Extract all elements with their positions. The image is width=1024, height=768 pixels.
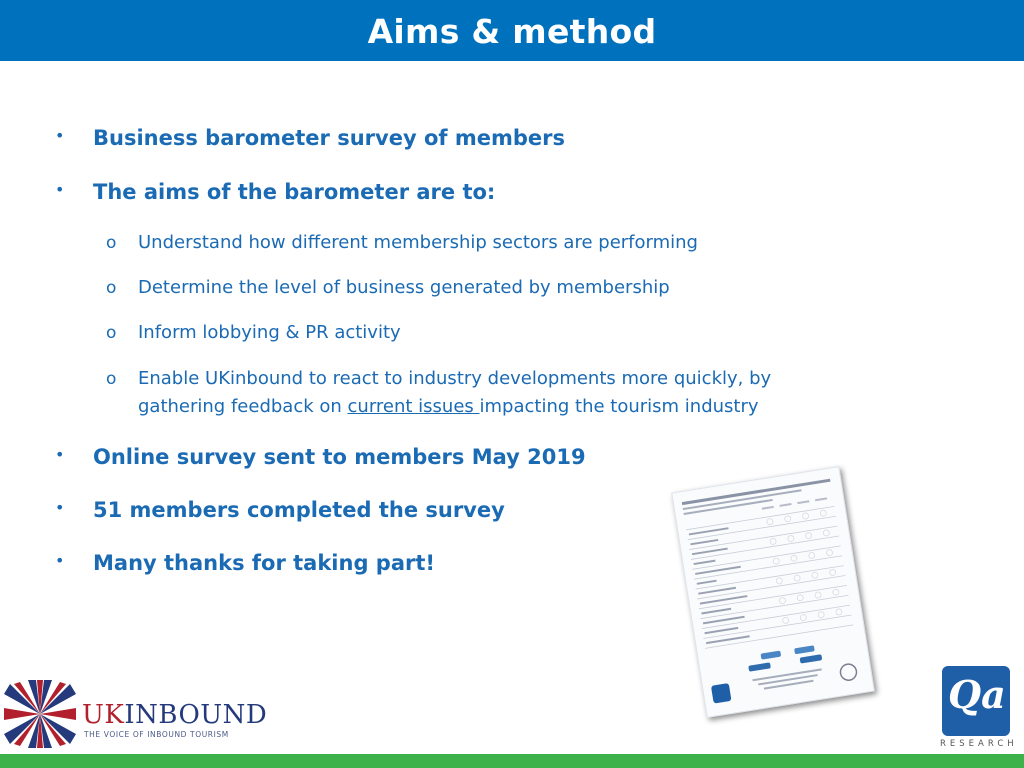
ukinbound-logo [0,678,268,750]
sub-bullet-marker: o [106,278,117,298]
slide-title: Aims & method [367,12,657,51]
bullet-marker: • [55,445,65,464]
bullet-2 [55,180,496,204]
sub-bullet-3 [106,319,401,347]
sub-bullet-4-text-after: impacting the tourism industry [479,396,759,417]
qa-logo-box [942,666,1010,736]
survey-form-image [671,466,875,718]
title-bar [0,0,1024,61]
bullet-1 [55,126,565,150]
union-jack-icon [2,680,78,748]
sub-bullet-4-text-before: gathering feedback on [138,396,348,417]
sub-bullet-marker: o [106,233,117,253]
sub-bullet-marker: o [106,323,117,343]
qa-research-logo [938,664,1018,754]
sub-bullet-marker: o [106,369,117,389]
bullet-3 [55,445,586,469]
bullet-2-text: The aims of the barometer are to: [93,180,496,204]
sub-bullet-1-text: Understand how different membership sectors are performing [138,232,698,253]
sub-bullet-4-line-1: Enable UKinbound to react to industry developments more quickly, by [138,368,772,389]
bullet-4 [55,498,505,522]
bullet-1-text: Business barometer survey of members [93,126,565,150]
survey-form-sketch [672,467,873,716]
sub-bullet-1 [106,229,698,257]
sub-bullet-4-line-2 [138,393,771,421]
footer-stripe [0,754,1024,768]
bullet-3-text: Online survey sent to members May 2019 [93,445,586,469]
sub-bullet-2-text: Determine the level of business generated by membership [138,277,670,298]
ukinbound-tagline: THE VOICE OF INBOUND TOURISM [84,730,229,739]
sub-bullet-4 [106,365,772,421]
bullet-marker: • [55,551,65,570]
current-issues-link[interactable]: current issues [347,396,480,417]
ukinbound-wordmark: UKINBOUND [82,700,268,730]
qa-logo-subtitle: RESEARCH [940,739,1018,749]
bullet-marker: • [55,126,65,145]
bullet-marker: • [55,180,65,199]
sub-bullet-2 [106,274,670,302]
bullet-5-text: Many thanks for taking part! [93,551,435,575]
bullet-5 [55,551,435,575]
bullet-4-text: 51 members completed the survey [93,498,505,522]
bullet-marker: • [55,498,65,517]
qa-logo-mark: Qa [948,672,1006,717]
sub-bullet-3-text: Inform lobbying & PR activity [138,322,401,343]
